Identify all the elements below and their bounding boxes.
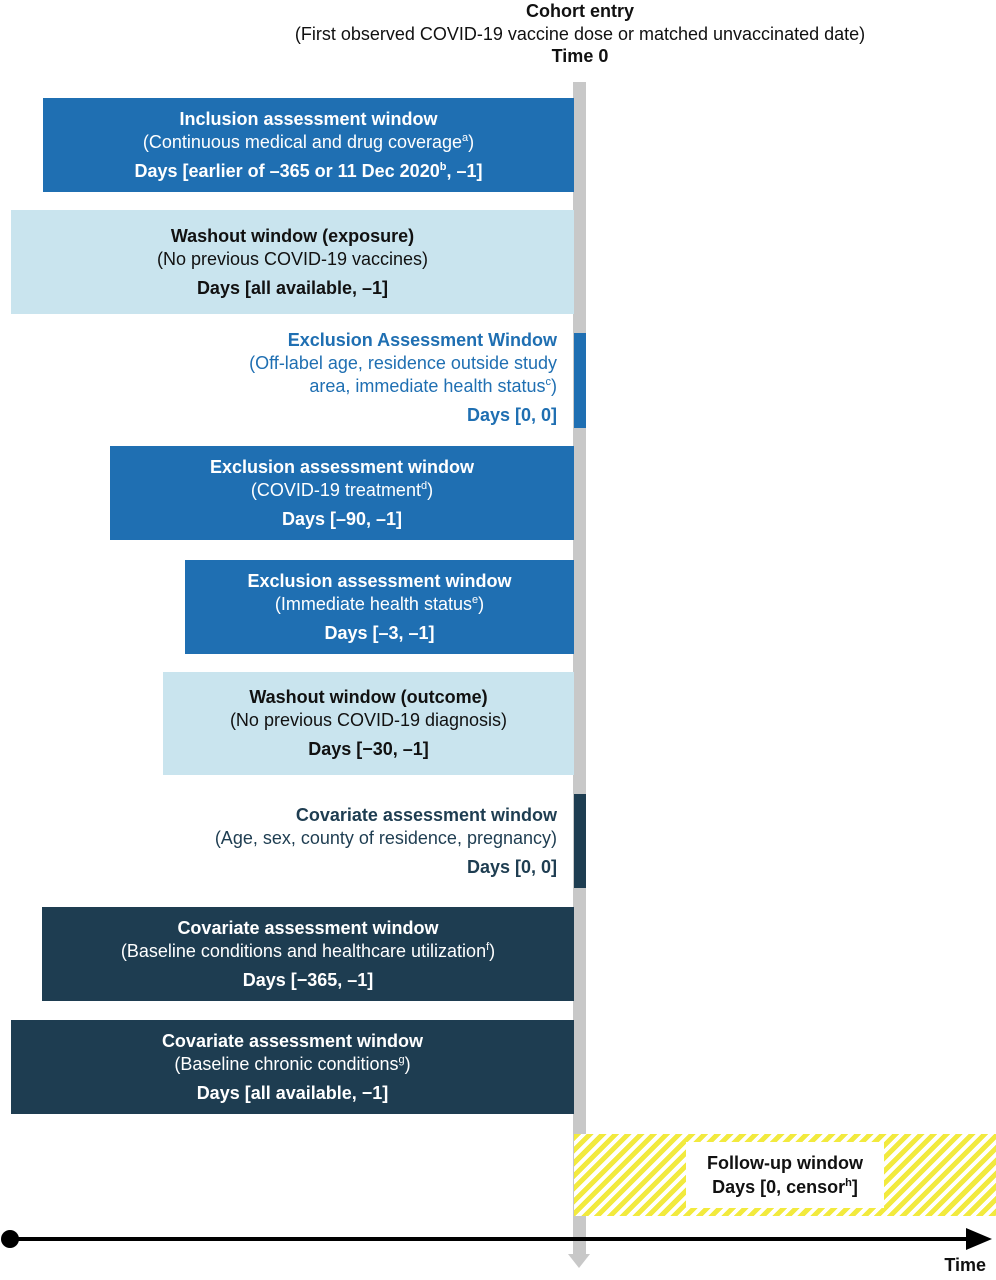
window-detail: (Baseline chronic conditions$^g$) [174, 1053, 411, 1074]
time-axis [10, 1237, 970, 1241]
window-title: Exclusion assessment window [209, 456, 475, 477]
washout-window-exposure [11, 210, 574, 314]
time-zero-line [573, 82, 586, 1257]
window-detail-line2: area, immediate health status$^c$) [309, 376, 557, 396]
window-days: Days [−365, –1] [242, 969, 374, 990]
cohort-entry-header [0, 0, 996, 68]
window-detail: (No previous COVID-19 diagnosis) [229, 710, 508, 730]
exclusion-day0-bar [574, 333, 586, 428]
window-title: Covariate assessment window [161, 1030, 424, 1051]
exclusion-assessment-window-day0 [150, 326, 574, 430]
window-detail: (Continuous medical and drug coverage$^a$) [142, 131, 475, 152]
window-detail-line1: (Off-label age, residence outside study [249, 353, 557, 373]
exclusion-assessment-window-treatment [110, 446, 574, 540]
window-title: Exclusion assessment window [247, 570, 512, 591]
cohort-entry-subtitle: (First observed COVID-19 vaccine dose or matched unvaccinated date) [294, 23, 866, 44]
window-title: Washout window (outcome) [249, 687, 488, 707]
cohort-entry-title: Cohort entry [526, 1, 634, 21]
inclusion-assessment-window [43, 98, 574, 192]
window-days: Days [–3, –1] [324, 622, 435, 643]
window-days: Days [−30, –1] [308, 739, 429, 759]
covariate-assessment-window-day0 [150, 794, 574, 888]
window-days: Days [earlier of –365 or 11 Dec 2020$^b$, –1] [134, 160, 483, 181]
window-title: Exclusion Assessment Window [287, 330, 557, 350]
covariate-assessment-window-chronic [11, 1020, 574, 1114]
time-zero-arrow-icon [568, 1254, 590, 1268]
window-detail: (COVID-19 treatment$^d$) [250, 479, 434, 500]
window-days: Days [all available, –1] [196, 277, 389, 298]
window-title: Covariate assessment window [295, 804, 557, 825]
exclusion-assessment-window-health [185, 560, 574, 654]
window-days: Days [0, 0] [466, 856, 557, 877]
window-detail: (Immediate health status$^e$) [274, 593, 485, 614]
window-days: Days [0, 0] [466, 405, 557, 425]
time-zero-label: Time 0 [551, 46, 609, 66]
follow-up-window [686, 1142, 884, 1208]
time-axis-start-dot-icon [1, 1230, 19, 1248]
covariate-assessment-window-baseline [42, 907, 574, 1001]
window-title: Covariate assessment window [177, 917, 439, 938]
window-title: Inclusion assessment window [179, 108, 438, 129]
time-axis-label: Time [944, 1255, 986, 1275]
window-detail: (Baseline conditions and healthcare utilization$^f$) [120, 940, 496, 961]
time-axis-arrow-icon [966, 1228, 992, 1250]
window-days: Days [–90, –1] [281, 508, 403, 529]
window-detail: (Age, sex, county of residence, pregnancy) [214, 827, 557, 848]
window-title: Washout window (exposure) [170, 225, 415, 246]
follow-up-title: Follow-up window [707, 1153, 863, 1173]
follow-up-days: Days [0, censor$^h$] [712, 1177, 858, 1197]
covariate-day0-bar [574, 794, 586, 888]
washout-window-outcome [163, 672, 574, 775]
window-detail: (No previous COVID-19 vaccines) [156, 248, 429, 269]
window-days: Days [all available, −1] [196, 1082, 389, 1103]
